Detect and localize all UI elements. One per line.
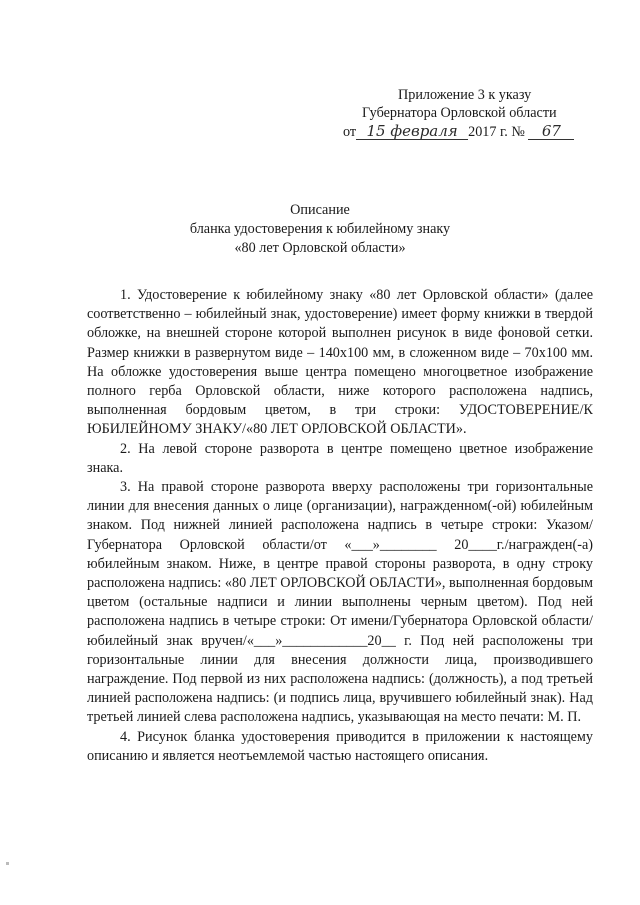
document-title	[0, 201, 640, 258]
decree-date-line	[343, 124, 574, 141]
paragraph-4: 4. Рисунок бланка удостоверения приводится в приложении к настоящему описанию и является неотъемлемой частью настоящего описания.	[87, 728, 593, 764]
paragraph-1: 1. Удостоверение к юбилейному знаку «80 лет Орловской области» (далее соответственно – юбилейный знак, удостоверение) имеет форму книжки в твердой обложке, на внешней стороне которой выполнен рисунок в виде фоновой сетки. Размер книжки в развернутом виде – 140х100 мм, в сложенном виде – 70х100 мм. На обложке удостоверения выше центра помещено многоцветное изображение полного герба Орловской области, ниже которого расположена надпись, выполненная бордовым цветом, в три строки: УДОСТОВЕРЕНИЕ/К ЮБИЛЕЙНОМУ ЗНАКУ/«80 ЛЕТ ОРЛОВСКОЙ ОБЛАСТИ».	[87, 287, 593, 438]
appendix-line: Приложение 3 к указу	[398, 87, 532, 103]
from-prefix: от	[343, 124, 357, 140]
paragraph-2: 2. На левой стороне разворота в центре помещено цветное изображение знака.	[87, 440, 593, 476]
title-line-3: «80 лет Орловской области»	[234, 240, 406, 256]
scan-speck	[6, 862, 9, 865]
title-line-2: бланка удостоверения к юбилейному знаку	[189, 221, 451, 237]
handwritten-number: 67	[528, 124, 574, 140]
decree-author-line: Губернатора Орловской области	[362, 105, 557, 121]
document-body	[87, 286, 593, 766]
handwritten-date: 15 февраля	[356, 124, 468, 140]
year-and-number-label: 2017 г. №	[468, 124, 525, 140]
title-line-1: Описание	[290, 202, 350, 218]
paragraph-3: 3. На правой стороне разворота вверху расположены три горизонтальные линии для внесения данных о лице (организации), награжденном(-ой) юбилейным знаком. Под нижней линией расположена надпись в четыре строки: Указом/Губернатора Орловской области/от «___»________ 20____г./награжден(-а) юбилейным знаком. Ниже, в центре правой стороны разворота, в одну строку расположена надпись: «80 ЛЕТ ОРЛОВСКОЙ ОБЛАСТИ», выполненная бордовым цветом (остальные надписи и линии выполнены черным цветом). Под ней расположена надпись в четыре строки: От имени/Губернатора Орловской области/юбилейный знак вручен/«___»____________20__ г. Под ней расположены три горизонтальные линии для внесения должности лица, производившего награждение. Под первой из них расположена надпись: (должность), а под третьей линией расположена надпись: (и подпись лица, вручившего юбилейный знак). Над третьей линией слева расположена надпись, указывающая на место печати: М. П.	[87, 479, 594, 726]
